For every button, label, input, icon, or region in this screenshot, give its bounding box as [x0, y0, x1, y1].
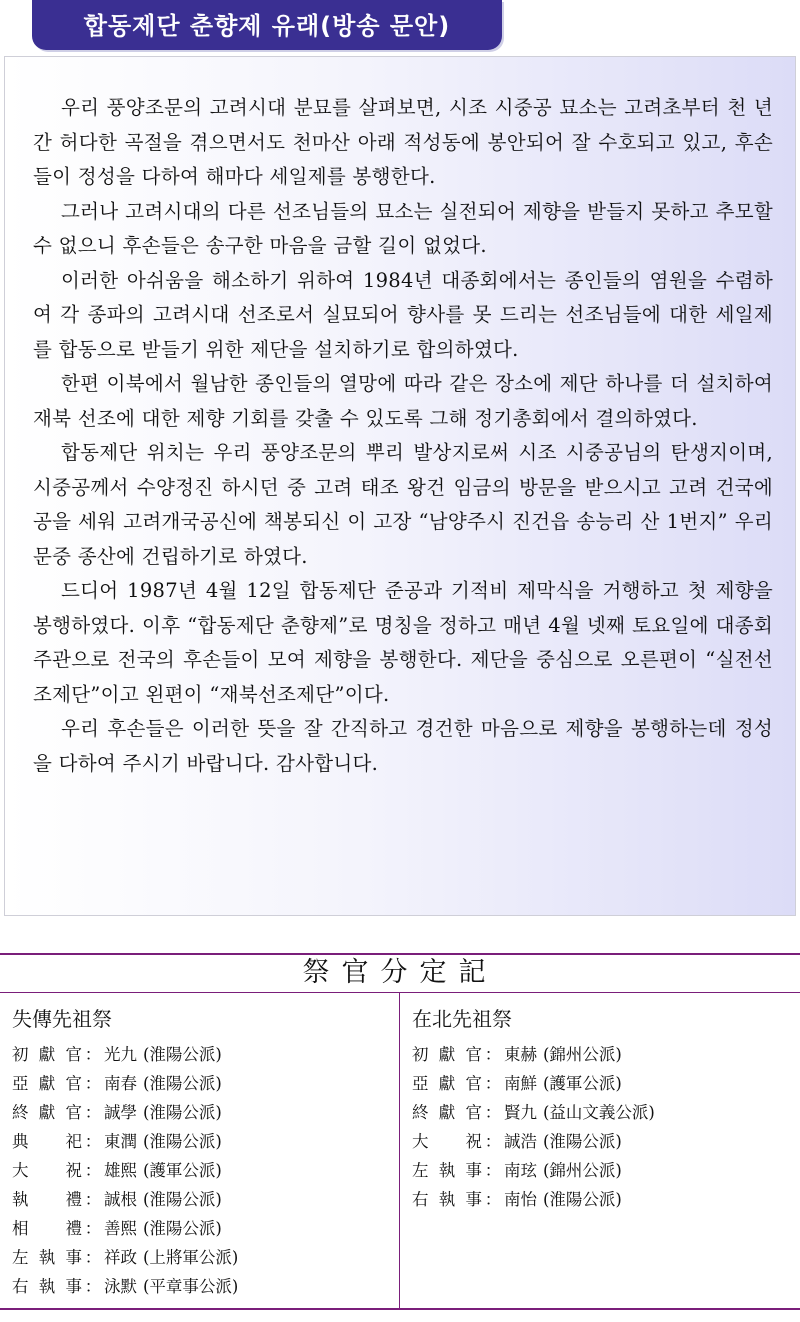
separator: ：	[84, 1161, 102, 1180]
clan-branch: (淮陽公派)	[543, 1132, 622, 1151]
roster-row	[412, 1185, 792, 1214]
clan-branch: (上將軍公派)	[143, 1248, 239, 1267]
separator: ：	[84, 1190, 102, 1209]
clan-branch: (淮陽公派)	[143, 1132, 222, 1151]
column-divider	[399, 993, 400, 1308]
roster-row	[12, 1214, 392, 1243]
clan-branch: (淮陽公派)	[143, 1219, 222, 1238]
separator: ：	[84, 1045, 102, 1064]
roster-row	[12, 1272, 392, 1301]
article-body	[33, 91, 773, 781]
separator: ：	[484, 1132, 502, 1151]
section-header-rule	[0, 992, 800, 993]
separator: ：	[484, 1074, 502, 1093]
clan-branch: (益山文義公派)	[543, 1103, 655, 1122]
roster-column-north-ancestors	[412, 1002, 792, 1214]
roster-row	[12, 1243, 392, 1272]
roster-row	[12, 1156, 392, 1185]
clan-branch: (護軍公派)	[143, 1161, 222, 1180]
clan-branch: (護軍公派)	[543, 1074, 622, 1093]
roster-row	[412, 1156, 792, 1185]
column-heading: 在北先祖祭	[412, 1007, 512, 1031]
roster-row	[12, 1069, 392, 1098]
officiant-name: 祥政	[104, 1248, 137, 1267]
section-bottom-rule	[0, 1308, 800, 1310]
officiant-name: 南怡	[504, 1190, 537, 1209]
officiant-name: 雄熙	[104, 1161, 137, 1180]
officiant-name: 南玹	[504, 1161, 537, 1180]
role-label: 相禮	[12, 1219, 82, 1238]
role-label: 大祝	[412, 1132, 482, 1151]
title-banner	[32, 0, 502, 50]
clan-branch: (淮陽公派)	[543, 1190, 622, 1209]
paragraph-4: 한편 이북에서 월남한 종인들의 열망에 따라 같은 장소에 제단 하나를 더 설치하여 재북 선조에 대한 제향 기회를 갖출 수 있도록 그해 정기총회에서 결의하였다.	[33, 372, 773, 430]
separator: ：	[484, 1161, 502, 1180]
paragraph-2: 그러나 고려시대의 다른 선조님들의 묘소는 실전되어 제향을 받들지 못하고 추모할 수 없으니 후손들은 송구한 마음을 금할 길이 없었다.	[33, 199, 773, 257]
roster-rows	[12, 1040, 392, 1301]
clan-branch: (淮陽公派)	[143, 1190, 222, 1209]
clan-branch: (淮陽公派)	[143, 1103, 222, 1122]
separator: ：	[84, 1103, 102, 1122]
roster-row	[412, 1040, 792, 1069]
officiant-name: 泳默	[104, 1277, 137, 1296]
paragraph-5: 합동제단 위치는 우리 풍양조문의 뿌리 발상지로써 시조 시중공님의 탄생지이며, 시중공께서 수양정진 하시던 중 고려 태조 왕건 임금의 방문을 받으시고 고려 건국에 공을 세워 고려개국공신에 책봉되신 이 고장 “남양주시 진건읍 송능리 산 1번지” 우리 문중 종산에 건립하기로 하였다.	[33, 441, 773, 568]
separator: ：	[484, 1103, 502, 1122]
role-label: 執禮	[12, 1190, 82, 1209]
paragraph-6: 드디어 1987년 4월 12일 합동제단 준공과 기적비 제막식을 거행하고 첫 제향을 봉행하였다. 이후 “합동제단 춘향제”로 명칭을 정하고 매년 4월 넷째 토요일에 대종회 주관으로 전국의 후손들이 모여 제향을 봉행한다. 제단을 중심으로 오른편이 “실전선조제단”이고 왼편이 “재북선조제단”이다.	[33, 579, 773, 706]
clan-branch: (淮陽公派)	[143, 1045, 222, 1064]
role-label: 初獻官	[12, 1045, 82, 1064]
role-label: 初獻官	[412, 1045, 482, 1064]
officiant-name: 南春	[104, 1074, 137, 1093]
paragraph-7: 우리 후손들은 이러한 뜻을 잘 간직하고 경건한 마음으로 제향을 봉행하는데 정성을 다하여 주시기 바랍니다. 감사합니다.	[33, 717, 773, 775]
role-label: 右執事	[12, 1277, 82, 1296]
role-label: 大祝	[12, 1161, 82, 1180]
clan-branch: (淮陽公派)	[143, 1074, 222, 1093]
role-label: 終獻官	[12, 1103, 82, 1122]
roster-row	[412, 1098, 792, 1127]
role-label: 終獻官	[412, 1103, 482, 1122]
clan-branch: (平章事公派)	[143, 1277, 239, 1296]
roster-row	[12, 1185, 392, 1214]
separator: ：	[84, 1074, 102, 1093]
officiant-name: 賢九	[504, 1103, 537, 1122]
clan-branch: (錦州公派)	[543, 1161, 622, 1180]
role-label: 亞獻官	[12, 1074, 82, 1093]
officiant-name: 東潤	[104, 1132, 137, 1151]
separator: ：	[84, 1132, 102, 1151]
column-heading: 失傳先祖祭	[12, 1007, 112, 1031]
roster-row	[12, 1098, 392, 1127]
role-label: 左執事	[12, 1248, 82, 1267]
separator: ：	[484, 1190, 502, 1209]
officiant-name: 誠浩	[504, 1132, 537, 1151]
separator: ：	[484, 1045, 502, 1064]
officiant-name: 善熙	[104, 1219, 137, 1238]
roster-rows	[412, 1040, 792, 1214]
role-label: 左執事	[412, 1161, 482, 1180]
page-title: 합동제단 춘향제 유래(방송 문안)	[83, 12, 451, 40]
paragraph-3: 이러한 아쉬움을 해소하기 위하여 1984년 대종회에서는 종인들의 염원을 수렴하여 각 종파의 고려시대 선조로서 실묘되어 향사를 못 드리는 선조님들에 대한 세일제를 합동으로 받들기 위한 제단을 설치하기로 합의하였다.	[33, 268, 773, 361]
roster-row	[412, 1069, 792, 1098]
officiant-name: 東赫	[504, 1045, 537, 1064]
paragraph-1: 우리 풍양조문의 고려시대 분묘를 살펴보면, 시조 시중공 묘소는 고려초부터 천 년간 허다한 곡절을 겪으면서도 천마산 아래 적성동에 봉안되어 잘 수호되고 있고, 후손들이 정성을 다하여 해마다 세일제를 봉행한다.	[33, 96, 773, 188]
separator: ：	[84, 1277, 102, 1296]
role-label: 右執事	[412, 1190, 482, 1209]
separator: ：	[84, 1219, 102, 1238]
officiant-name: 南鮮	[504, 1074, 537, 1093]
article-box	[4, 56, 796, 916]
roster-title: 祭官分定記	[302, 957, 498, 988]
roster-row	[12, 1040, 392, 1069]
role-label: 典祀	[12, 1132, 82, 1151]
officiant-name: 誠學	[104, 1103, 137, 1122]
roster-column-lost-ancestors	[12, 1002, 392, 1301]
separator: ：	[84, 1248, 102, 1267]
officiant-name: 光九	[104, 1045, 137, 1064]
roster-row	[412, 1127, 792, 1156]
roster-row	[12, 1127, 392, 1156]
clan-branch: (錦州公派)	[543, 1045, 622, 1064]
officiant-name: 誠根	[104, 1190, 137, 1209]
role-label: 亞獻官	[412, 1074, 482, 1093]
